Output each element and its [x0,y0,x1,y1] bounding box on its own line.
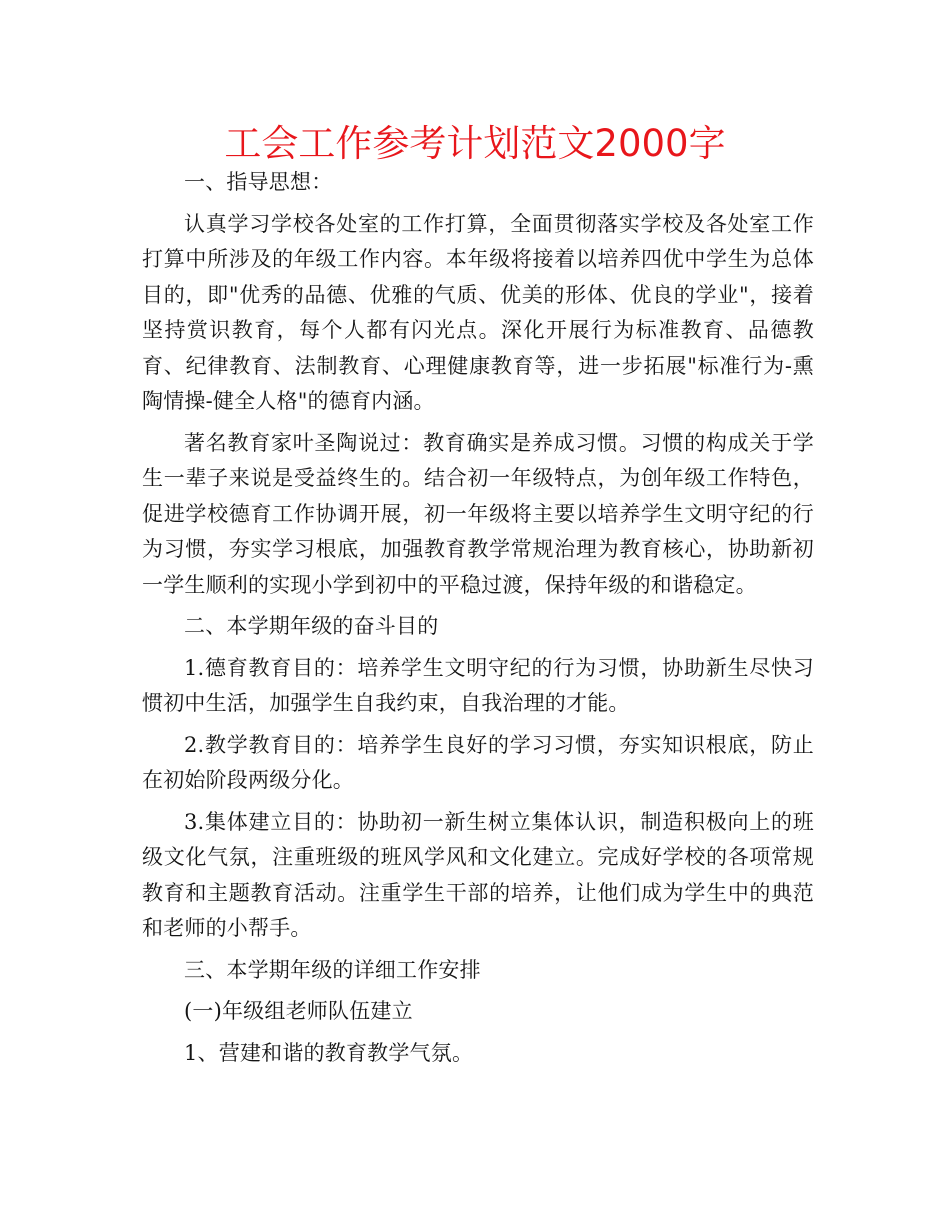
section-heading-guiding-thought: 一、指导思想： [184,170,333,194]
goal-item-teaching: 2.教学教育目的：培养学生良好的学习习惯，夯实知识根底，防止在初始阶段两级分化。 [142,732,814,792]
paragraph-guiding-thought-1: 认真学习学校各处室的工作打算，全面贯彻落实学校及各处室工作打算中所涉及的年级工作内容。本年级将接着以培养四优中学生为总体目的，即"优秀的品德、优雅的气质、优美的形体、优良的学业"，接着坚持赏识教育，每个人都有闪光点。深化开展行为标准教育、品德教育、纪律教育、法制教育、心理健康教育等，进一步拓展"标准行为-熏陶情操-健全人格"的德育内涵。 [142,211,814,413]
document-body [142,165,814,1071]
section-heading-goals: 二、本学期年级的奋斗目的 [184,614,439,638]
goal-item-collective: 3.集体建立目的：协助初一新生树立集体认识，制造积极向上的班级文化气氛，注重班级的班风学风和文化建立。完成好学校的各项常规教育和主题教育活动。注重学生干部的培养，让他们成为学生中的典范和老师的小帮手。 [142,809,814,940]
list-item-harmonious-atmosphere: 1、营建和谐的教育教学气氛。 [184,1040,474,1065]
paragraph-guiding-thought-2: 著名教育家叶圣陶说过：教育确实是养成习惯。习惯的构成关于学生一辈子来说是受益终生的。结合初一年级特点，为创年级工作特色，促进学校德育工作协调开展，初一年级将主要以培养学生文明守纪的行为习惯，夯实学习根底，加强教育教学常规治理为教育核心，协助新初一学生顺利的实现小学到初中的平稳过渡，保持年级的和谐稳定。 [142,430,814,597]
subsection-heading-teacher-team: (一)年级组老师队伍建立 [184,999,413,1023]
document-title: 工会工作参考计划范文2000字 [224,122,726,165]
goal-item-moral-education: 1.德育教育目的：培养学生文明守纪的行为习惯，协助新生尽快习惯初中生活，加强学生自我约束，自我治理的才能。 [142,655,814,715]
section-heading-arrangements: 三、本学期年级的详细工作安排 [184,957,481,982]
